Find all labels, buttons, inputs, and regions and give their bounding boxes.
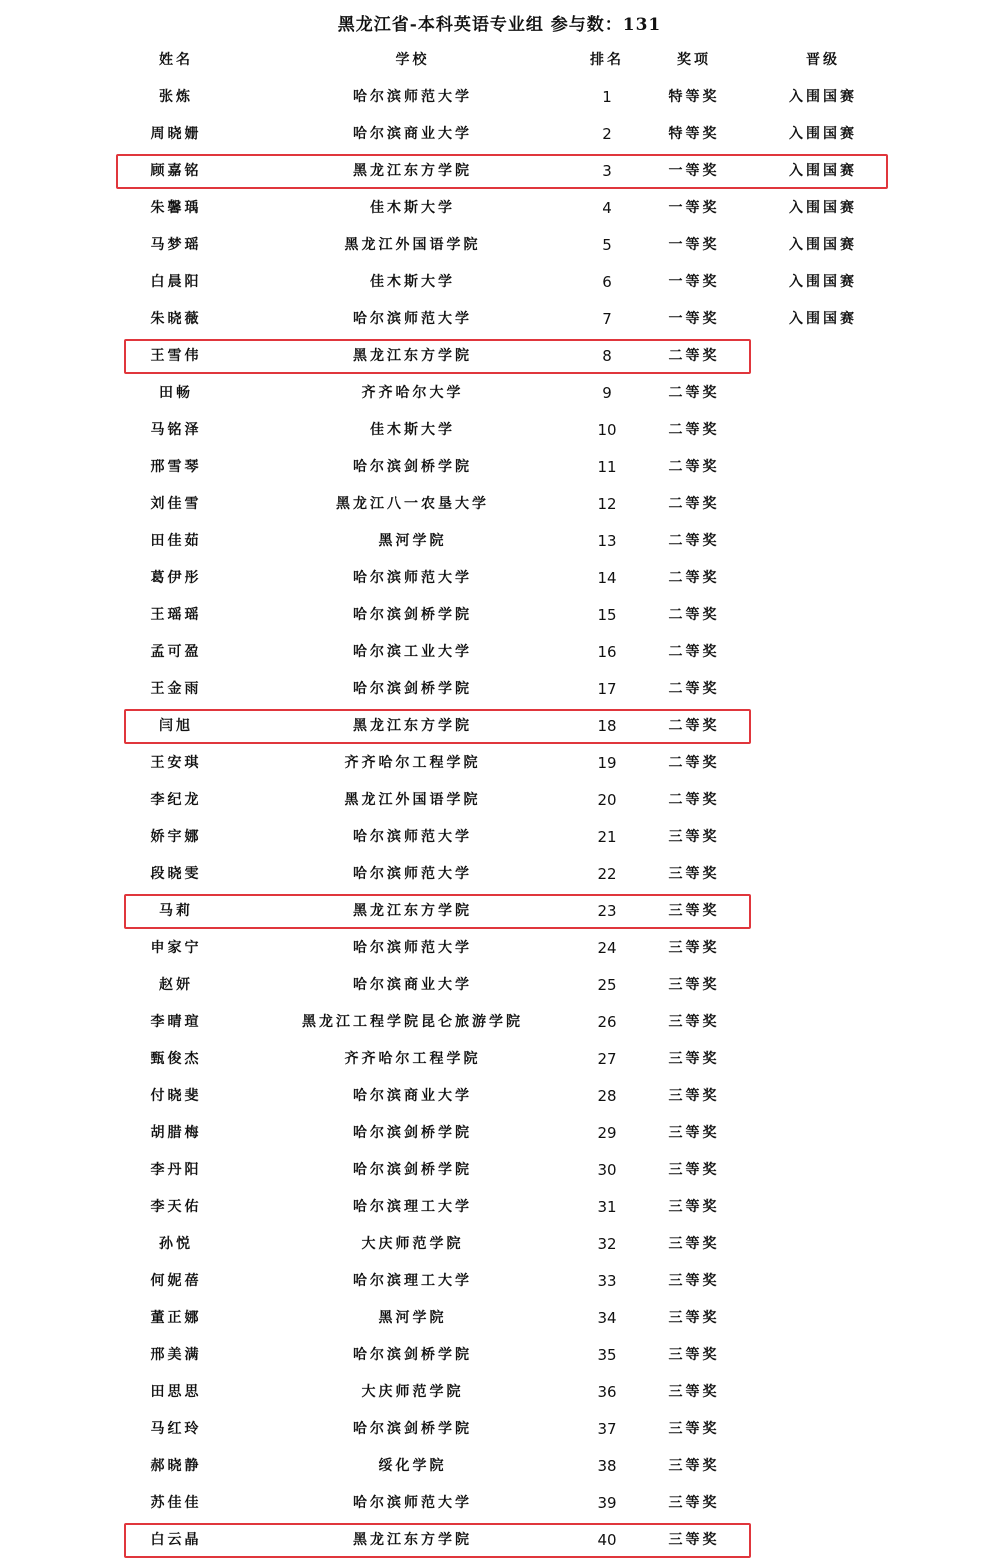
cell-rank: 2 [602,125,612,143]
table-row [0,708,999,745]
table-row [0,1263,999,1300]
cell-award: 三等奖 [668,1273,720,1289]
cell-rank: 23 [597,902,617,920]
header-name: 姓名 [159,52,193,68]
cell-rank: 15 [597,606,617,624]
cell-name: 赵妍 [159,977,193,993]
cell-name: 白晨阳 [150,274,202,290]
cell-school: 哈尔滨理工大学 [353,1273,472,1289]
header-advance: 晋级 [806,52,840,68]
cell-advance [763,1448,883,1485]
cell-school: 黑龙江东方学院 [353,1532,472,1548]
cell-school: 佳木斯大学 [370,422,455,438]
cell-award: 二等奖 [668,348,720,364]
table-row [0,745,999,782]
table-row [0,79,999,116]
cell-award: 三等奖 [668,866,720,882]
cell-rank: 5 [602,236,612,254]
cell-rank: 31 [597,1198,617,1216]
cell-rank: 4 [602,199,612,217]
table-row [0,190,999,227]
cell-advance [763,1374,883,1411]
cell-advance [763,708,883,745]
cell-rank: 36 [597,1383,617,1401]
cell-rank: 24 [597,939,617,957]
cell-school: 哈尔滨剑桥学院 [353,459,472,475]
cell-advance [763,1189,883,1226]
cell-advance [763,745,883,782]
cell-award: 三等奖 [668,1495,720,1511]
table-row [0,634,999,671]
cell-rank: 11 [597,458,617,476]
cell-award: 三等奖 [668,1014,720,1030]
cell-award: 二等奖 [668,496,720,512]
cell-award: 二等奖 [668,681,720,697]
cell-name: 马铭泽 [150,422,202,438]
cell-advance [763,856,883,893]
table-row [0,301,999,338]
cell-name: 田畅 [159,385,193,401]
cell-rank: 6 [602,273,612,291]
cell-award: 三等奖 [668,1125,720,1141]
cell-school: 哈尔滨剑桥学院 [353,1125,472,1141]
cell-advance [763,930,883,967]
cell-school: 哈尔滨剑桥学院 [353,1421,472,1437]
cell-award: 三等奖 [668,1088,720,1104]
cell-advance [763,1300,883,1337]
cell-award: 一等奖 [668,200,720,216]
table-row [0,1115,999,1152]
cell-name: 李晴瑄 [150,1014,202,1030]
cell-school: 哈尔滨师范大学 [353,89,472,105]
cell-school: 黑河学院 [378,533,447,549]
cell-award: 二等奖 [668,570,720,586]
cell-advance [763,1152,883,1189]
cell-name: 李纪龙 [150,792,202,808]
cell-advance [763,1522,883,1559]
table-row [0,375,999,412]
cell-advance [763,338,883,375]
cell-advance [763,560,883,597]
cell-school: 哈尔滨理工大学 [353,1199,472,1215]
cell-rank: 35 [597,1346,617,1364]
cell-school: 绥化学院 [378,1458,447,1474]
cell-name: 白云晶 [150,1532,202,1548]
cell-award: 三等奖 [668,1051,720,1067]
cell-name: 闫旭 [159,718,193,734]
cell-school: 佳木斯大学 [370,274,455,290]
cell-award: 特等奖 [668,89,720,105]
cell-award: 二等奖 [668,459,720,475]
cell-award: 二等奖 [668,718,720,734]
cell-name: 刘佳雪 [150,496,202,512]
table-row [0,227,999,264]
cell-name: 田思思 [150,1384,202,1400]
cell-school: 哈尔滨师范大学 [353,829,472,845]
cell-rank: 32 [597,1235,617,1253]
cell-advance [763,1041,883,1078]
cell-school: 黑龙江工程学院昆仑旅游学院 [302,1014,523,1030]
cell-advance [763,893,883,930]
cell-name: 田佳茹 [150,533,202,549]
cell-award: 二等奖 [668,644,720,660]
cell-award: 二等奖 [668,533,720,549]
cell-advance [763,1004,883,1041]
table-row [0,523,999,560]
cell-school: 黑龙江东方学院 [353,348,472,364]
cell-rank: 38 [597,1457,617,1475]
cell-advance [763,671,883,708]
cell-school: 哈尔滨剑桥学院 [353,607,472,623]
cell-name: 孙悦 [159,1236,193,1252]
cell-rank: 40 [597,1531,617,1549]
cell-award: 三等奖 [668,1384,720,1400]
cell-award: 二等奖 [668,755,720,771]
header-award: 奖项 [677,52,711,68]
cell-award: 三等奖 [668,1532,720,1548]
cell-advance [763,412,883,449]
cell-name: 段晓雯 [150,866,202,882]
table-row [0,264,999,301]
cell-name: 马莉 [159,903,193,919]
cell-award: 三等奖 [668,1310,720,1326]
cell-rank: 20 [597,791,617,809]
cell-award: 三等奖 [668,977,720,993]
table-row [0,597,999,634]
cell-name: 郝晓静 [150,1458,202,1474]
table-row [0,671,999,708]
cell-name: 孟可盈 [150,644,202,660]
cell-school: 黑龙江东方学院 [353,718,472,734]
cell-advance: 入围国赛 [789,311,857,327]
cell-name: 董正娜 [150,1310,202,1326]
cell-advance: 入围国赛 [789,274,857,290]
cell-school: 黑龙江八一农垦大学 [336,496,489,512]
table-row [0,1189,999,1226]
cell-name: 邢雪琴 [150,459,202,475]
cell-rank: 3 [602,162,612,180]
cell-advance [763,449,883,486]
cell-award: 一等奖 [668,237,720,253]
cell-rank: 29 [597,1124,617,1142]
table-row [0,893,999,930]
cell-name: 朱晓薇 [150,311,202,327]
cell-school: 哈尔滨师范大学 [353,570,472,586]
cell-name: 付晓斐 [150,1088,202,1104]
table-row [0,967,999,1004]
cell-advance [763,634,883,671]
cell-award: 一等奖 [668,311,720,327]
table-row [0,1485,999,1522]
cell-advance [763,819,883,856]
cell-school: 黑龙江外国语学院 [344,792,481,808]
cell-rank: 10 [597,421,617,439]
cell-school: 哈尔滨商业大学 [353,126,472,142]
cell-name: 娇宇娜 [150,829,202,845]
cell-name: 周晓姗 [150,126,202,142]
page-title: 黑龙江省-本科英语专业组 参与数：131 [337,15,662,35]
table-row [0,338,999,375]
cell-advance: 入围国赛 [789,163,857,179]
cell-award: 三等奖 [668,940,720,956]
cell-name: 王金雨 [150,681,202,697]
cell-rank: 27 [597,1050,617,1068]
cell-award: 一等奖 [668,274,720,290]
cell-rank: 25 [597,976,617,994]
cell-rank: 13 [597,532,617,550]
cell-award: 二等奖 [668,607,720,623]
cell-rank: 22 [597,865,617,883]
cell-advance [763,1263,883,1300]
cell-award: 三等奖 [668,1347,720,1363]
cell-rank: 18 [597,717,617,735]
table-row [0,1078,999,1115]
table-row [0,782,999,819]
cell-award: 三等奖 [668,1236,720,1252]
cell-rank: 19 [597,754,617,772]
table-row [0,1337,999,1374]
cell-award: 一等奖 [668,163,720,179]
cell-school: 黑龙江东方学院 [353,163,472,179]
table-row [0,486,999,523]
cell-rank: 12 [597,495,617,513]
cell-advance: 入围国赛 [789,89,857,105]
cell-advance [763,523,883,560]
table-row [0,1300,999,1337]
cell-name: 葛伊彤 [150,570,202,586]
cell-school: 哈尔滨商业大学 [353,1088,472,1104]
cell-award: 二等奖 [668,385,720,401]
cell-rank: 30 [597,1161,617,1179]
table-row [0,116,999,153]
cell-award: 三等奖 [668,1458,720,1474]
cell-school: 齐齐哈尔大学 [361,385,464,401]
cell-award: 三等奖 [668,829,720,845]
cell-school: 哈尔滨剑桥学院 [353,681,472,697]
cell-school: 大庆师范学院 [361,1236,464,1252]
cell-name: 马梦瑶 [150,237,202,253]
cell-rank: 16 [597,643,617,661]
cell-name: 王瑶瑶 [150,607,202,623]
cell-school: 哈尔滨师范大学 [353,940,472,956]
cell-name: 甄俊杰 [150,1051,202,1067]
cell-award: 三等奖 [668,1421,720,1437]
cell-school: 哈尔滨工业大学 [353,644,472,660]
cell-name: 李天佑 [150,1199,202,1215]
cell-name: 李丹阳 [150,1162,202,1178]
cell-school: 哈尔滨商业大学 [353,977,472,993]
cell-advance [763,486,883,523]
cell-school: 齐齐哈尔工程学院 [344,1051,481,1067]
cell-name: 胡腊梅 [150,1125,202,1141]
cell-school: 佳木斯大学 [370,200,455,216]
cell-name: 朱馨瑀 [150,200,202,216]
cell-name: 何妮蓓 [150,1273,202,1289]
cell-school: 大庆师范学院 [361,1384,464,1400]
cell-school: 哈尔滨师范大学 [353,866,472,882]
table-row [0,1374,999,1411]
cell-advance [763,597,883,634]
cell-rank: 34 [597,1309,617,1327]
cell-name: 邢美满 [150,1347,202,1363]
cell-advance [763,375,883,412]
cell-school: 齐齐哈尔工程学院 [344,755,481,771]
cell-school: 哈尔滨剑桥学院 [353,1347,472,1363]
cell-advance: 入围国赛 [789,200,857,216]
cell-advance [763,1337,883,1374]
table-row [0,1152,999,1189]
table-row [0,1004,999,1041]
cell-name: 马红玲 [150,1421,202,1437]
table-row [0,1041,999,1078]
table-row [0,153,999,190]
table-row [0,819,999,856]
cell-name: 王安琪 [150,755,202,771]
cell-rank: 28 [597,1087,617,1105]
table-row [0,560,999,597]
cell-name: 苏佳佳 [150,1495,202,1511]
cell-rank: 17 [597,680,617,698]
cell-award: 特等奖 [668,126,720,142]
cell-rank: 8 [602,347,612,365]
cell-school: 哈尔滨剑桥学院 [353,1162,472,1178]
table-row [0,412,999,449]
cell-award: 三等奖 [668,1162,720,1178]
cell-rank: 9 [602,384,612,402]
cell-name: 顾嘉铭 [150,163,202,179]
cell-rank: 33 [597,1272,617,1290]
cell-advance [763,782,883,819]
cell-award: 二等奖 [668,792,720,808]
table-row [0,1522,999,1559]
cell-school: 黑龙江东方学院 [353,903,472,919]
table-row [0,449,999,486]
table-row [0,930,999,967]
cell-rank: 39 [597,1494,617,1512]
table-row [0,1226,999,1263]
cell-award: 二等奖 [668,422,720,438]
table-row [0,856,999,893]
cell-advance: 入围国赛 [789,126,857,142]
table-row [0,1448,999,1485]
cell-award: 三等奖 [668,1199,720,1215]
cell-advance [763,1226,883,1263]
cell-advance [763,967,883,1004]
cell-school: 哈尔滨师范大学 [353,1495,472,1511]
table-row [0,1411,999,1448]
cell-school: 哈尔滨师范大学 [353,311,472,327]
cell-name: 申家宁 [150,940,202,956]
cell-rank: 14 [597,569,617,587]
cell-name: 王雪伟 [150,348,202,364]
cell-rank: 1 [602,88,612,106]
cell-award: 三等奖 [668,903,720,919]
cell-advance [763,1411,883,1448]
cell-rank: 21 [597,828,617,846]
cell-rank: 7 [602,310,612,328]
cell-advance: 入围国赛 [789,237,857,253]
cell-advance [763,1115,883,1152]
cell-school: 黑龙江外国语学院 [344,237,481,253]
cell-school: 黑河学院 [378,1310,447,1326]
header-rank: 排名 [590,52,624,68]
cell-advance [763,1485,883,1522]
cell-advance [763,1078,883,1115]
header-school: 学校 [395,52,430,68]
cell-name: 张炼 [159,89,193,105]
cell-rank: 26 [597,1013,617,1031]
cell-rank: 37 [597,1420,617,1438]
